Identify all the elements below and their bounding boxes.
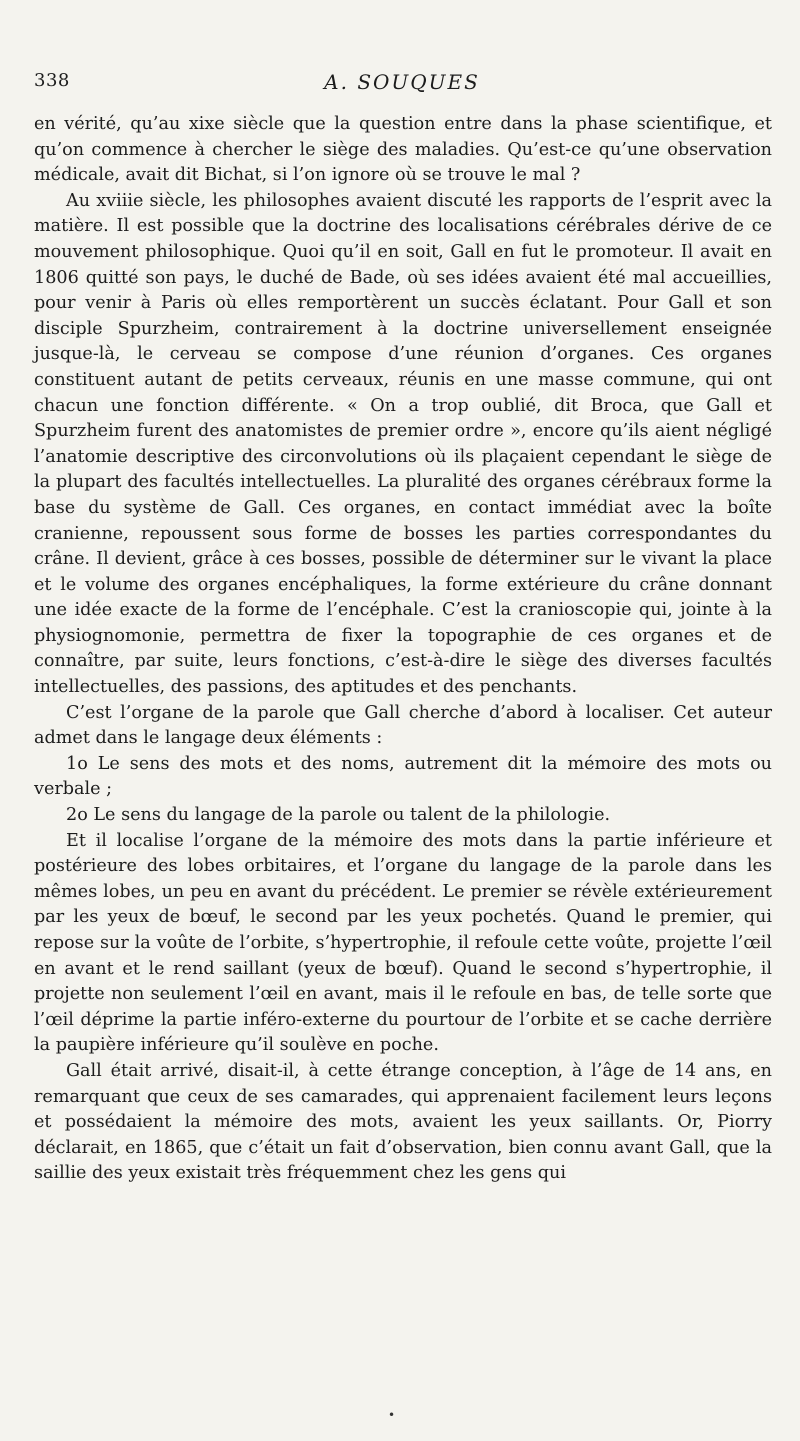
- paragraph: Gall était arrivé, disait-il, à cette étrange conception, à l’âge de 14 ans, en remarquant que ceux de ses camarades, qui apprenaient facilement leurs leçons et possédaient la mémoire des mots, avaient les yeux saillants. Or, Piorry déclarait, en 1865, que c’était un fait d’observation, bien connu avant Gall, que la saillie des yeux existait très fréquemment chez les gens qui: [34, 1060, 772, 1184]
- paragraph: en vérité, qu’au xixe siècle que la question entre dans la phase scientifique, et qu’on commence à chercher le siège des maladies. Qu’est-ce qu’une observation médicale, avait dit Bichat, si l’on ignore où se trouve le mal ?: [34, 114, 772, 186]
- footer-mark: •: [388, 1408, 396, 1422]
- list-item: 2o Le sens du langage de la parole ou talent de la philologie.: [66, 805, 611, 826]
- running-head: A. SOUQUES: [324, 70, 480, 94]
- page-header: [34, 66, 770, 96]
- body-text: [34, 112, 772, 1187]
- page-number: 338: [34, 70, 70, 91]
- list-item: 1o Le sens des mots et des noms, autrement dit la mémoire des mots ou verbale ;: [34, 753, 772, 800]
- paragraph: Et il localise l’organe de la mémoire des mots dans la partie inférieure et postérieure des lobes orbitaires, et l’organe du langage de la parole dans les mêmes lobes, un peu en avant du précédent. Le premier se révèle extérieurement par les yeux de bœuf, le second par les yeux pochetés. Quand le premier, qui repose sur la voûte de l’orbite, s’hypertrophie, il refoule cette voûte, projette l’œil en avant et le rend saillant (yeux de bœuf). Quand le second s’hypertrophie, il projette non seulement l’œil en avant, mais il le refoule en bas, de telle sorte que l’œil déprime la partie inféro-externe du pourtour de l’orbite et se cache derrière la paupière inférieure qu’il soulève en poche.: [34, 830, 772, 1056]
- paragraph: C’est l’organe de la parole que Gall cherche d’abord à localiser. Cet auteur admet dans le langage deux éléments :: [34, 702, 772, 749]
- paragraph: Au xviiie siècle, les philosophes avaient discuté les rapports de l’esprit avec la matière. Il est possible que la doctrine des localisations cérébrales dérive de ce mouvement philosophique. Quoi qu’il en soit, Gall en fut le promoteur. Il avait en 1806 quitté son pays, le duché de Bade, où ses idées avaient été mal accueillies, pour venir à Paris où elles remportèrent un succès éclatant. Pour Gall et son disciple Spurzheim, contrairement à la doctrine universellement enseignée jusque-là, le cerveau se compose d’une réunion d’organes. Ces organes constituent autant de petits cerveaux, réunis en une masse commune, qui ont chacun une fonction différente. « On a trop oublié, dit Broca, que Gall et Spurzheim furent des anatomistes de premier ordre », encore qu’ils aient négligé l’anatomie descriptive des circonvolutions où ils plaçaient cependant le siège de la plupart des facultés intellectuelles. La pluralité des organes cérébraux forme la base du système de Gall. Ces organes, en contact immédiat avec la boîte cranienne, repoussent sous forme de bosses les parties correspondantes du crâne. Il devient, grâce à ces bosses, possible de déterminer sur le vivant la place et le volume des organes encéphaliques, la forme extérieure du crâne donnant une idée exacte de la forme de l’encéphale. C’est la cranioscopie qui, jointe à la physiognomonie, permettra de fixer la topographie de ces organes et de connaître, par suite, leurs fonctions, c’est-à-dire le siège des diverses facultés intellectuelles, des passions, des aptitudes et des penchants.: [34, 190, 772, 698]
